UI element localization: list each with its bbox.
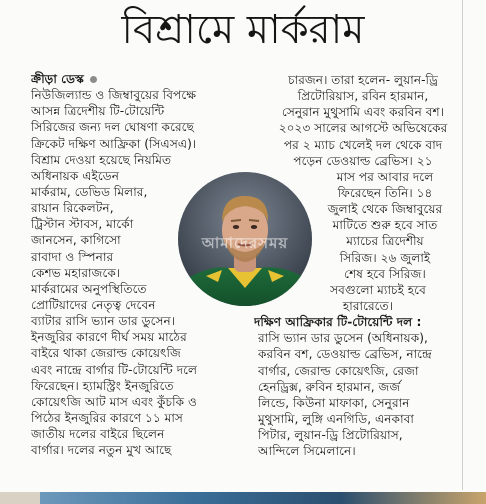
body-line: সেনুরান মুথুসামি এবং করবিন বশ।	[281, 105, 445, 120]
squad-line: হেনড্রিক্স, রুবিন হারমান, জর্জ	[258, 379, 401, 394]
body-line: পিঠের ইনজুরির কারণে ১১ মাস	[31, 410, 183, 425]
body-line: রাবাদা ও স্পিনার	[31, 249, 114, 264]
body-line: মার্করামের অনুপস্থিতিতে	[31, 281, 147, 296]
body-line: পড়েন ডেওয়াল্ড ব্রেভিস। ২১	[293, 153, 433, 168]
body-line: প্রোটিয়াদের নেতৃত্ব দেবেন	[31, 297, 156, 312]
body-line: বার্গার। দলের নতুন মুখ আছে	[31, 443, 172, 458]
photo-watermark: আমাদেরসময়	[201, 234, 289, 252]
body-line: সবগুলো ম্যাচই হবে	[330, 282, 426, 297]
body-line: পর ২ ম্যাচ খেলেই দল থেকে বাদ	[283, 137, 443, 152]
body-line: আসন্ন ত্রিদেশীয় টি-টোয়েন্টি	[31, 104, 165, 119]
squad-line: বার্গার, জেরাল্ড কোয়েৎজি, রেজা	[258, 363, 419, 378]
body-line: ব্যাটার রাসি ভ্যান ডার ডুসেন।	[31, 314, 176, 329]
body-line: হারারেতে।	[342, 298, 394, 313]
headline: বিশ্রামে মার্করাম	[121, 7, 365, 53]
body-line: বিশ্রাম দেওয়া হয়েছে নিয়মিত	[31, 152, 172, 167]
body-line: মার্করাম, ডেভিড মিলার,	[31, 184, 148, 199]
squad-line: রাসি ভ্যান ডার ডুসেন (অধিনায়ক),	[258, 331, 428, 346]
body-line: জুলাই থেকে জিম্বাবুয়ের	[327, 202, 443, 217]
squad-line: আন্দিলে সিমেলানে।	[258, 444, 356, 459]
squad-line: লিন্ডে, কিউনা মাফাকা, সেনুরান	[258, 395, 410, 410]
body-line: ট্রিস্টান স্টাবস, মার্কো	[31, 217, 134, 232]
body-line: ফিরেছেন। হ্যামস্ট্রিং ইনজুরিতে	[31, 378, 174, 393]
body-line: নিউজিল্যান্ড ও জিম্বাবুয়ের বিপক্ষে	[31, 88, 197, 103]
player-photo	[178, 172, 312, 306]
body-line: ইনজুরির কারণে দীর্ঘ সময় মাঠের	[31, 330, 187, 345]
body-line: চারজন। তারা হলেন- লুয়ান-ড্রি	[288, 73, 438, 87]
body-line: কোয়েৎজি আট মাস এবং কুঁচকি ও	[31, 394, 197, 409]
body-line: জাতীয় দলের বাইরে ছিলেন	[31, 427, 165, 442]
body-line: মাস পর আবার দলে	[336, 169, 434, 184]
body-line: জানসেন, কাগিসো	[31, 233, 121, 248]
body-line: সিরিজ। ২৬ জুলাই	[339, 250, 431, 265]
next-column-fragment	[0, 492, 40, 504]
body-line: অধিনায়ক এইডেন	[31, 168, 120, 183]
body-line: এবং নান্দ্রে বার্গার টি-টোয়েন্টি দলে	[31, 362, 198, 377]
squad-line: মুথুসামি, লুঙ্গি এনগিডি, এনকাবা	[258, 411, 414, 426]
adjacent-column-fragment-left	[0, 0, 10, 504]
squad-heading: দক্ষিণ আফ্রিকার টি-টোয়েন্টি দল :	[254, 315, 422, 330]
body-line: বাইরে থাকা জেরাল্ড কোয়েৎজি	[31, 346, 181, 361]
body-line: সিরিজের জন্য দল ঘোষণা করেছে	[31, 120, 194, 135]
body-line: প্রিটোরিয়াস, রবিন হারমান,	[297, 89, 429, 104]
next-photo-strip	[0, 492, 486, 504]
body-line: মাটিতে শুরু হবে সাত	[332, 218, 438, 233]
body-line: ফিরেছেন তিনি। ১৪	[337, 185, 433, 200]
adjacent-column-fragment-right	[468, 0, 486, 504]
body-line: ২০২৩ সালের আগস্টে অভিষেকের	[278, 121, 448, 136]
byline-dot-icon	[90, 76, 97, 83]
byline: ক্রীড়া ডেস্ক	[31, 71, 246, 87]
body-line: রায়ান রিকেলটন,	[31, 201, 114, 216]
body-line: ম্যাচের ত্রিদেশীয়	[346, 234, 424, 249]
body-line: ক্রিকেট দক্ষিণ আফ্রিকা (সিএসএ)।	[31, 136, 197, 151]
body-line: শেষ হবে সিরিজ।	[344, 266, 426, 281]
squad-line: করবিন বশ, ডেওয়াল্ড ব্রেভিস, নান্দ্রে	[258, 347, 432, 362]
squad-line: পিটার, লুয়ান-ড্রি প্রিটোরিয়াস,	[258, 428, 403, 443]
body-line: কেশভ মহারাজকে।	[31, 265, 121, 280]
